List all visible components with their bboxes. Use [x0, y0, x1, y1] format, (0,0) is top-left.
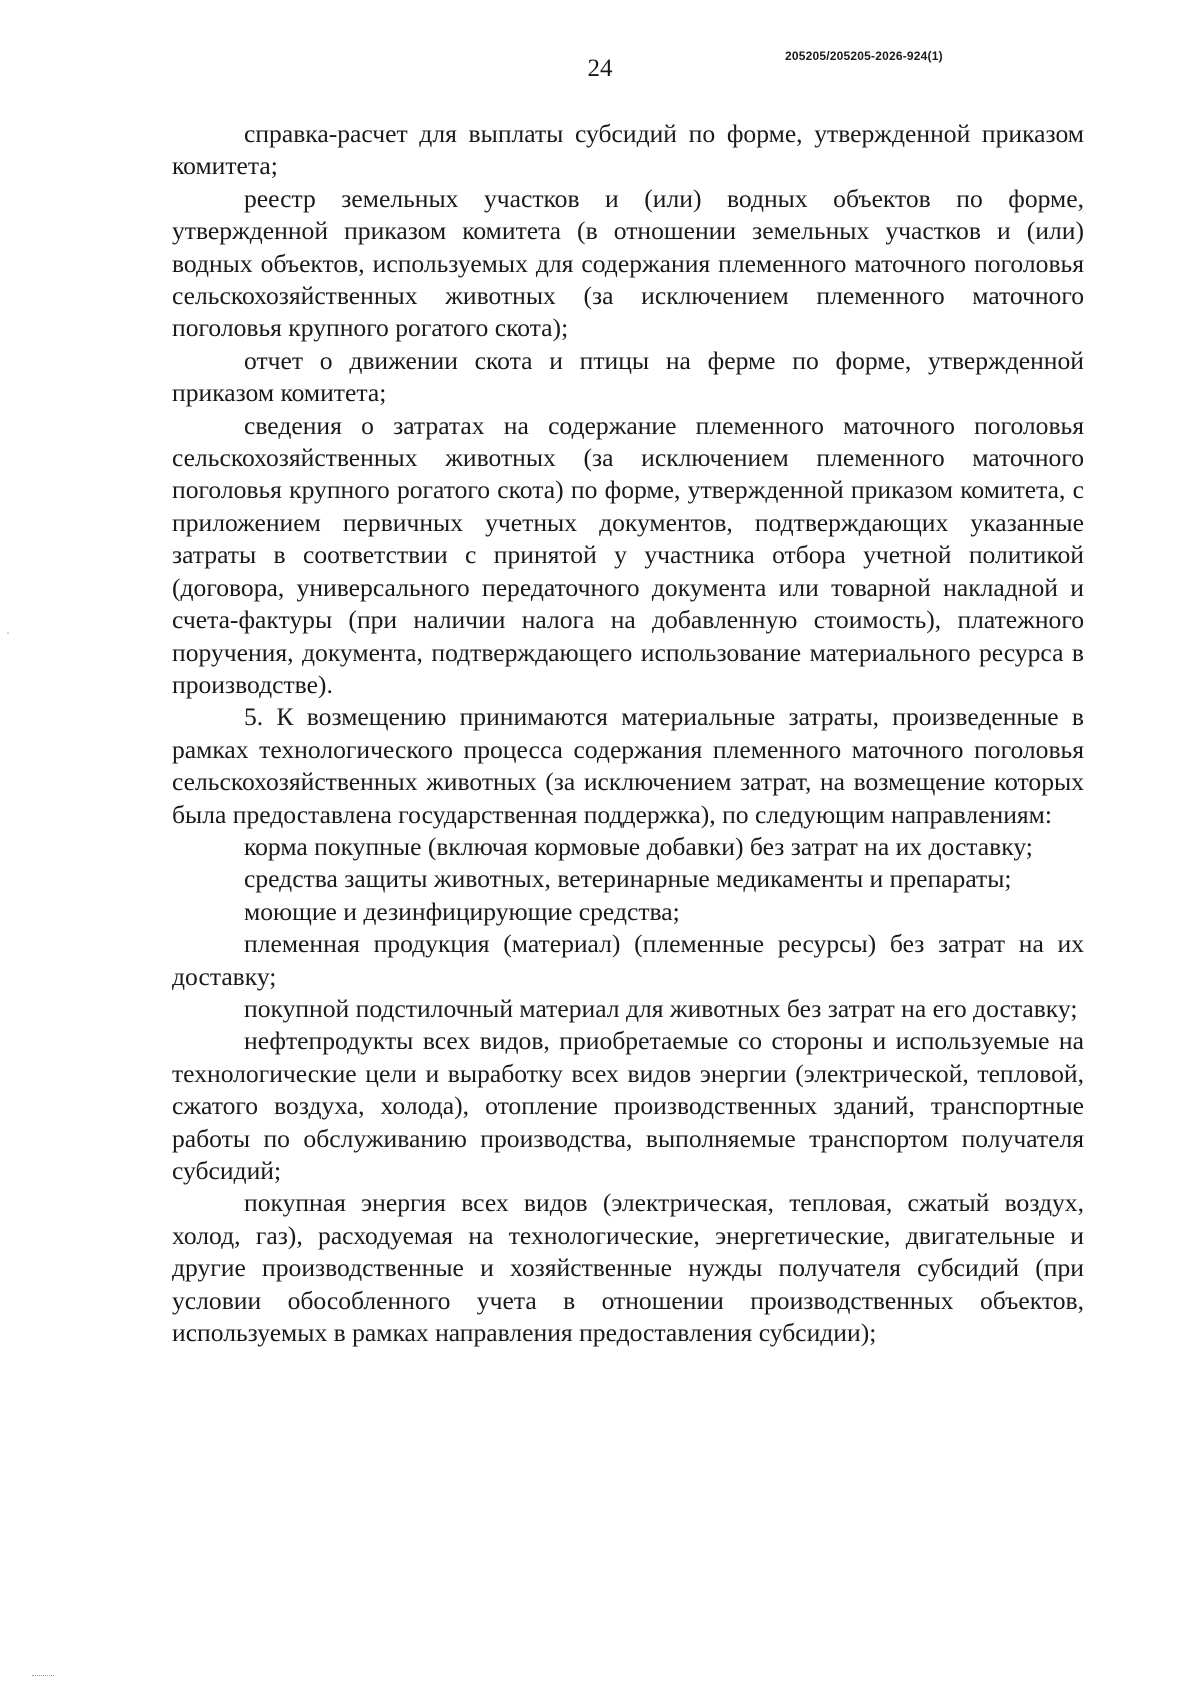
paragraph-veterinary: средства защиты животных, ветеринарные медикаменты и препараты; — [244, 864, 1012, 894]
paragraph-bedding: покупной подстилочный материал для животных без затрат на его доставку; — [244, 993, 1078, 1023]
document-body — [172, 118, 1084, 1349]
paragraph-energy: покупная энергия всех видов (электрическая, тепловая, сжатый воздух, холод, газ), расходуемая на технологические, энергетические, двигательные и другие производственные и хозяйственные нужды получателя субсидий (при условии обособленного учета в отношении производственных объектов, используемых в рамках направления предоставления субсидии); — [172, 1188, 1084, 1348]
paragraph-disinfectants: моющие и дезинфицирующие средства; — [244, 896, 680, 926]
paragraph-livestock-report: отчет о движении скота и птицы на ферме по форме, утвержденной приказом комитета; — [172, 345, 1084, 408]
page-number: 24 — [587, 55, 613, 82]
document-code: 205205/205205-2026-924(1) — [785, 49, 943, 63]
paragraph-petroleum: нефтепродукты всех видов, приобретаемые со стороны и используемые на технологические цели и выработку всех видов энергии (электрической, тепловой, сжатого воздуха, холода), отопление производственных зданий, транспортные работы по обслуживанию производства, выполняемые транспортом получателя субсидий; — [172, 1026, 1084, 1185]
paragraph-item-5: 5. К возмещению принимаются материальные затраты, произведенные в рамках технологического процесса содержания племенного маточного поголовья сельскохозяйственных животных (за исключением затрат, на возмещение которых была предоставлена государственная поддержка), по следующим направлениям: — [172, 702, 1084, 829]
paragraph-feed: корма покупные (включая кормовые добавки) без затрат на их доставку; — [244, 831, 1033, 861]
paragraph-calculation-certificate: справка-расчет для выплаты субсидий по форме, утвержденной приказом комитета; — [172, 119, 1084, 181]
scan-artifact — [7, 632, 9, 634]
paragraph-land-registry: реестр земельных участков и (или) водных объектов по форме, утвержденной приказом комитета (в отношении земельных участков и (или) водных объектов, используемых для содержания племенного маточного поголовья сельскохозяйственных животных (за исключением племенного маточного поголовья крупного рогатого скота); — [172, 183, 1084, 343]
scan-artifact-bottom — [32, 1675, 54, 1679]
paragraph-cost-information: сведения о затратах на содержание племенного маточного поголовья сельскохозяйственных животных (за исключением племенного маточного поголовья крупного рогатого скота) по форме, утвержденной приказом комитета, с приложением первичных учетных документов, подтверждающих указанные затраты в соответствии с принятой у участника отбора учетной политикой (договора, универсального передаточного документа или товарной накладной и счета-фактуры (при наличии налога на добавленную стоимость), платежного поручения, документа, подтверждающего использование материального ресурса в производстве). — [172, 410, 1084, 699]
paragraph-breeding-products: племенная продукция (материал) (племенные ресурсы) без затрат на их доставку; — [172, 929, 1084, 991]
